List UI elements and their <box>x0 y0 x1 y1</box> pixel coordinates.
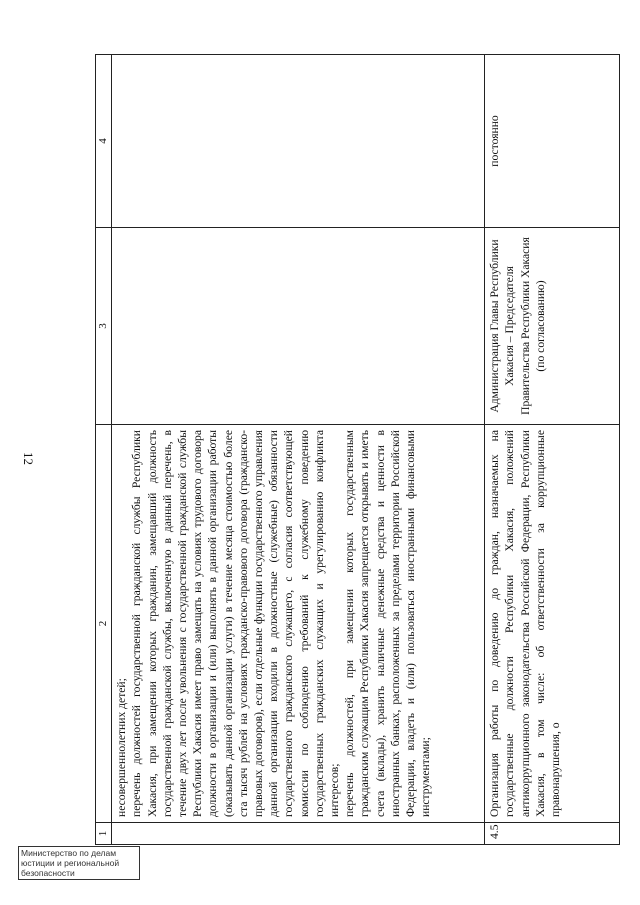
stamp-line: Министерство по делам <box>21 848 117 858</box>
page-number: 12 <box>21 452 36 465</box>
measure-paragraph: перечень должностей, при замещении которых государственным гражданским служащим Республики Хакасия запрещается открывать и иметь счета (вклады), хранить наличные денежные средства и ценности в иностранных банках, расположенных за пределами территории Российской Федерации, владеть и (или) пользоваться иностранными финансовыми инструментами; <box>343 430 433 817</box>
measure-paragraph: перечень должностей государственной гражданской службы Республики Хакасия, при замещении которых гражданин, замещавший должность государственной гражданской службы, включенную в данный перечень, в течение двух лет после увольнения с государственной гражданской службы Республики Хакасия имеет право замещать на условиях трудового договора должности в организации и (или) выполнять в данной организации работы (оказывать данной организации услуги) в течение месяца стоимостью более ста тысяч рублей на условиях гражданско-правового договора (гражданско-правовых договоров), если отдельные функции государственного управления данной организации входили в должностные (служебные) обязанности государственного гражданского служащего, с согласия соответствующей комиссии по соблюдению требований к служебному поведению государственных гражданских служащих и урегулированию конфликта интересов; <box>130 430 342 817</box>
stamp-line: безопасности <box>21 868 75 878</box>
rotated-table-container <box>95 55 620 845</box>
header-col-2: 2 <box>96 425 112 823</box>
registration-stamp <box>18 846 140 880</box>
measure-text <box>112 425 485 823</box>
stamp-line: юстиции и региональной <box>21 858 120 868</box>
table-row-4-5 <box>485 55 620 845</box>
measure-text <box>485 425 620 823</box>
executor-cell: Администрация Главы Республики Хакасия – Председателя Правительства Республики Хакасия (по согласованию) <box>485 228 620 425</box>
measure-paragraph: Организация работы по доведению до граждан, назначаемых на государственные должности Республики Хакасия, положений антикоррупционного законодательства Российской Федерации, Республики Хакасия, в том числе: об ответственности за коррупционные правонарушения, о <box>488 430 563 817</box>
header-col-1: 1 <box>96 823 112 845</box>
executor-cell <box>112 228 485 425</box>
measure-paragraph: несовершеннолетних детей; <box>115 678 129 817</box>
header-col-3: 3 <box>96 228 112 425</box>
term-cell <box>112 55 485 228</box>
measures-table <box>95 54 620 845</box>
row-number <box>112 823 485 845</box>
term-cell: постоянно <box>485 55 620 228</box>
header-col-4: 4 <box>96 55 112 228</box>
table-header-row <box>96 55 112 845</box>
row-number: 4.5 <box>485 823 620 845</box>
table-row-continued <box>112 55 485 845</box>
